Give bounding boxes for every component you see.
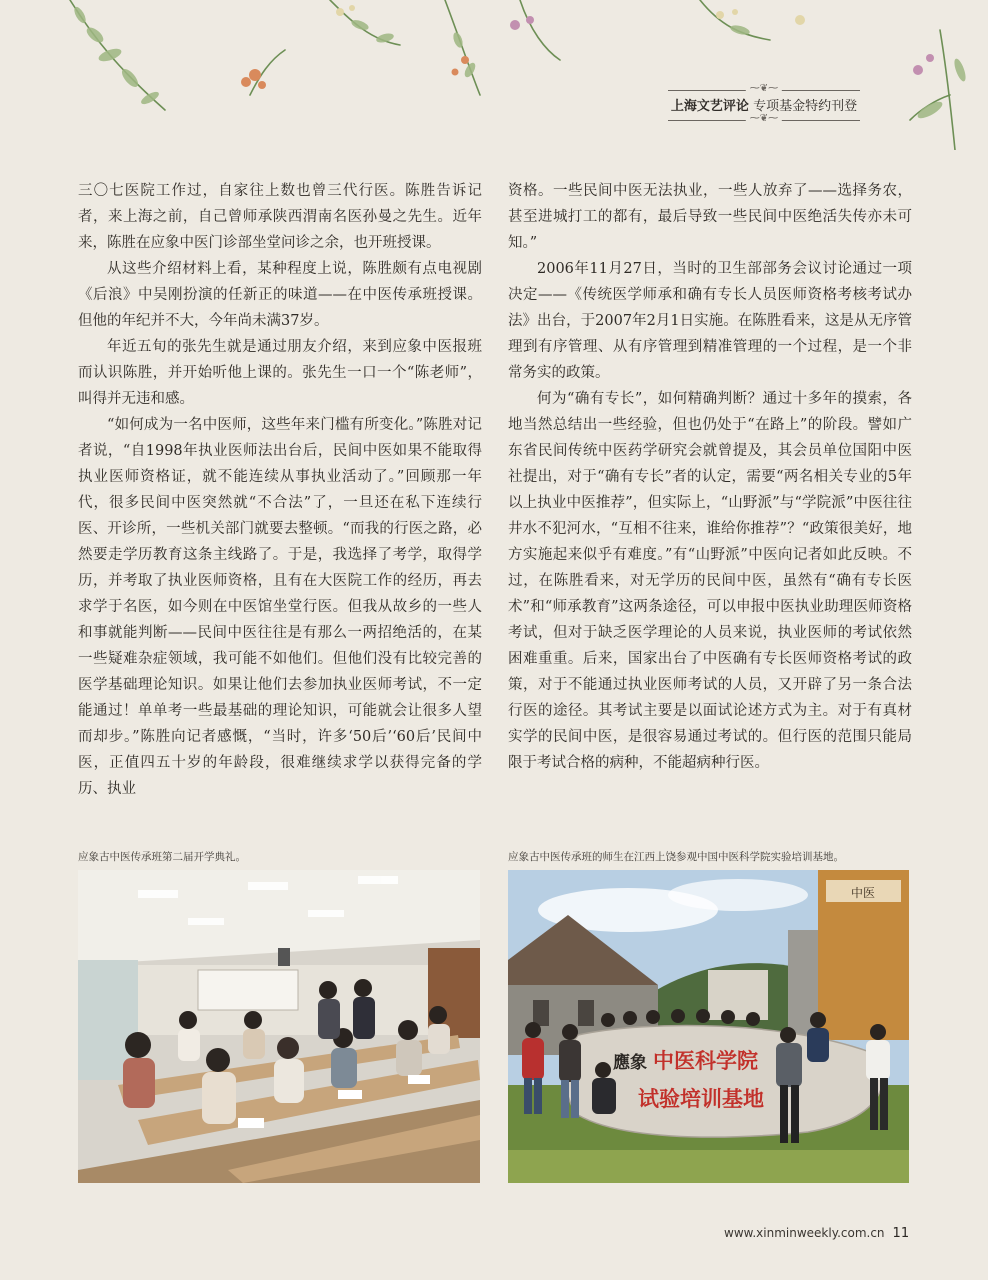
masthead-subtitle: 专项基金特约刊登 (753, 99, 858, 114)
paragraph: “如何成为一名中医师，这些年来门槛有所变化。”陈胜对记者说，“自1998年执业医师法出台后，民间中医如果不能取得执业医师资格证，就不能连续从事执业活动了。”回顾那一年代，很多民间中医突然就“不合法”了，一旦还在私下连续行医、开诊所，一些机关部门就要去整顿。“而我的行医之路，必然要走学历教育这条主线路了。于是，我选择了考学，取得学历，并考取了执业医师资格，且有在大医院工作的经历，再去求学于名医，如今则在中医馆坐堂行医。但我从故乡的一些人和事就能判断——民间中医往往是有那么一两招绝活的，在某一些疑难杂症领域，我可能不如他们。但他们没有比较完善的医学基础理论知识。如果让他们去参加执业医师考试，不一定能通过！单单考一些最基础的理论知识，可能就会让很多人望而却步。”陈胜向记者感慨，“当时，许多‘50后’‘60后’民间中医，正值四五十岁的年龄段，很难继续求学以获得完备的学历、执业 (78, 417, 482, 797)
paragraph: 资格。一些民间中医无法执业，一些人放弃了——选择务农，甚至进城打工的都有，最后导致一些民间中医绝活失传亦未可知。” (508, 183, 912, 251)
page-number: 11 (892, 1226, 910, 1241)
paragraph: 三〇七医院工作过，自家往上数也曾三代行医。陈胜告诉记者，来上海之前，自己曾师承陕西渭南名医孙曼之先生。近年来，陈胜在应象中医门诊部坐堂问诊之余，也开班授课。 (78, 183, 482, 251)
photo-classroom (78, 870, 480, 1183)
masthead-brand: 上海文艺评论 (670, 99, 749, 114)
building-sign: 中医 (850, 886, 876, 900)
paragraph: 何为“确有专长”，如何精确判断？通过十多年的摸索，各地当然总结出一些经验，但也仍处于“在路上”的阶段。譬如广东省民间传统中医药学研究会就曾提及，其会员单位国阳中医社提出，对于“确有专长”者的认定，需要“两名相关专业的5年以上执业中医推荐”，但实际上，“山野派”与“学院派”中医往往井水不犯河水，“互相不往来，谁给你推荐”？“政策很美好，地方实施起来似乎有难度。”有“山野派”中医向记者如此反映。不过，在陈胜看来，对无学历的民间中医，虽然有“确有专长医术”和“师承教育”这两条途径，可以申报中医执业助理医师资格考试，但对于缺乏医学理论的人员来说，执业医师的考试依然困难重重。后来，国家出台了中医确有专长医师资格考试的政策，对于不能通过执业医师考试的人员，又开辟了另一条合法行医的途径。其考试主要是以面试论述方式为主。对于有真材实学的民间中医，是很容易通过考试的。但行医的范围只能局限于考试合格的病种，不能超病种行医。 (508, 391, 912, 771)
photo-caption-left: 应象古中医传承班第二届开学典礼。 (78, 851, 246, 863)
paragraph: 年近五旬的张先生就是通过朋友介绍，来到应象中医报班而认识陈胜，并开始听他上课的。张先生一口一个“陈老师”，叫得并无违和感。 (78, 339, 482, 407)
paragraph: 2006年11月27日，当时的卫生部部务会议讨论通过一项决定——《传统医学师承和确有专长人员医师资格考核考试办法》出台，于2007年2月1日实施。在陈胜看来，这是从无序管理到有序管理、从有序管理到精准管理的一个过程，是一个非常务实的政策。 (508, 261, 912, 381)
ornament-top: ⁓❦⁓ (746, 83, 782, 94)
footer-url: www.xinminweekly.com.cn (724, 1226, 885, 1240)
column-masthead (668, 80, 860, 130)
stone-inscription-line1: 中医科学院 (653, 1048, 758, 1073)
stone-inscription-left: 應象 (613, 1053, 647, 1073)
page-footer (724, 1226, 909, 1241)
text-column-left (78, 178, 482, 802)
photo-caption-right: 应象古中医传承班的师生在江西上饶参观中国中医科学院实验培训基地。 (508, 851, 844, 863)
ornament-bottom: ⁓❦⁓ (746, 113, 782, 124)
text-column-right (508, 178, 912, 776)
stone-inscription-line2: 试验培训基地 (638, 1086, 764, 1111)
photo-training-base (508, 870, 909, 1183)
paragraph: 从这些介绍材料上看，某种程度上说，陈胜颇有点电视剧《后浪》中吴刚扮演的任新正的味道——在中医传承班授课。但他的年纪并不大，今年尚未满37岁。 (78, 261, 482, 329)
